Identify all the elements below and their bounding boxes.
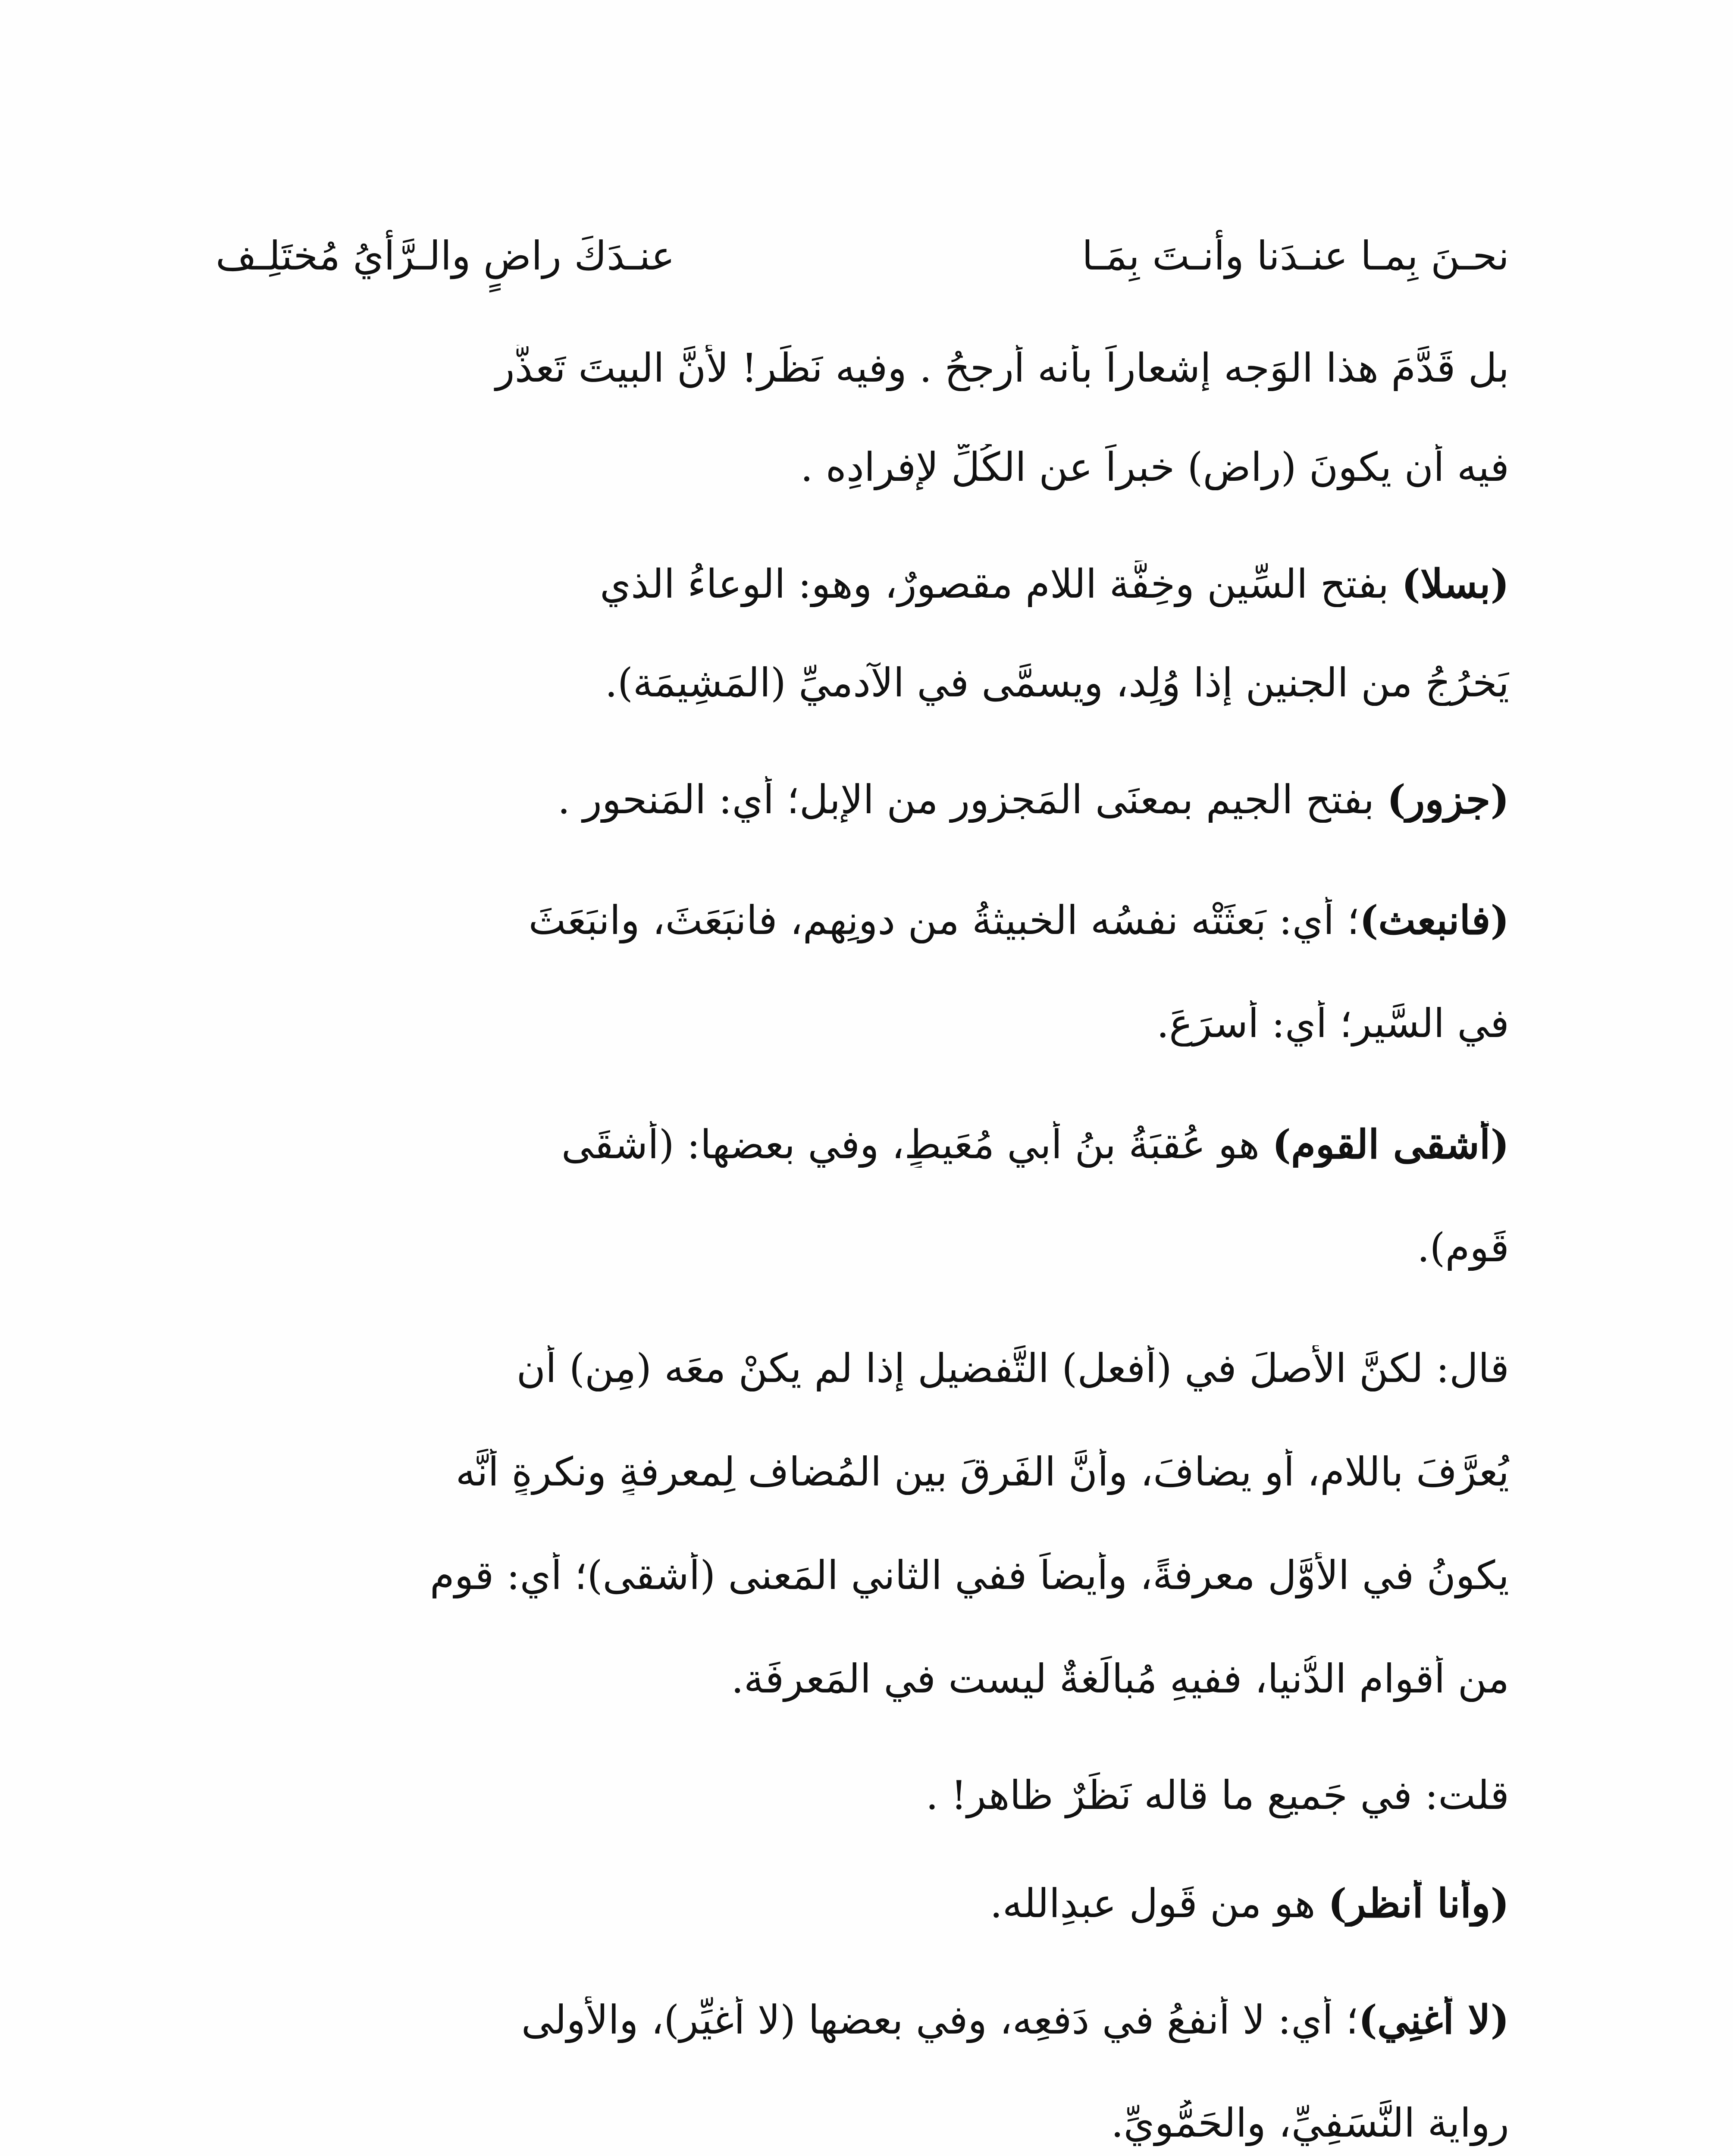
- term-heading: (جزور): [1387, 776, 1509, 823]
- paragraph-line: يُعرَّفَ باللام، أو يضافَ، وأنَّ الفَرقَ بين المُضاف لِمعرفةٍ ونكرةٍ أنَّه: [455, 1449, 1509, 1495]
- paragraph-line: قَومٍ).: [1417, 1225, 1509, 1271]
- paragraph-line: [216, 561, 1509, 607]
- term-heading: (بسلا): [1401, 561, 1509, 607]
- poetry-verse: [216, 233, 1509, 319]
- paragraph-line: يكونُ في الأوَّل معرفةً، وأيضاً ففي الثاني المَعنى (أشقى)؛ أي: قوم: [429, 1552, 1509, 1598]
- paragraph-text: ؛ أي: لا أنفعُ في دَفعِه، وفي بعضها (لا أُغيِّر)، والأولى: [521, 1997, 1359, 2043]
- paragraph-line: في السَّير؛ أي: أسرَعَ.: [1156, 1000, 1509, 1047]
- paragraph-line: من أقوامِ الدُّنيا، ففيهِ مُبالَغةٌ ليست في المَعرِفَة.: [731, 1656, 1509, 1702]
- paragraph-line: فيه أن يكونَ (راضٍ) خبراً عن الكُلِّ لإفرادِه .: [800, 444, 1509, 490]
- paragraph-line: [216, 1996, 1509, 2043]
- paragraph-text: ؛ أي: بَعثَتْه نفسُه الخبيثةُ من دونِهم، فانبَعَثَ، وانبَعَثَ: [528, 897, 1360, 943]
- paragraph-line: يَخرُجُ من الجنينِ إذا وُلِد، ويسمَّى في الآدميِّ (المَشِيمَة).: [605, 660, 1509, 706]
- paragraph-line: بل قَدَّمَ هذا الوَجه إشعاراً بأنه أرجحُ . وفيه نَظَر! لأنَّ البيتَ تَعذَّر: [495, 345, 1509, 391]
- paragraph-line: [216, 776, 1509, 823]
- term-heading: (وأنا أنظر): [1328, 1880, 1509, 1927]
- paragraph-text: بفتح الجيم بمعنَى المَجزور من الإبل؛ أي: المَنحورِ .: [558, 777, 1387, 823]
- term-heading: (لا أُغنِي): [1358, 1996, 1509, 2043]
- paragraph-text: هو من قَول عبدِالله.: [990, 1880, 1328, 1927]
- term-heading: (فانبعث): [1359, 897, 1509, 943]
- paragraph-line: [216, 1121, 1509, 1168]
- paragraph-line: [216, 897, 1509, 943]
- term-heading: (أشقى القوم): [1272, 1121, 1509, 1168]
- paragraph-line: [216, 1880, 1509, 1927]
- paragraph-text: بفتح السِّين وخِفَّة اللام مقصورٌ، وهو: الوِعاءُ الذي: [600, 561, 1402, 607]
- paragraph-line: قلت: في جَميعِ ما قاله نَظَرٌ ظاهر! .: [925, 1772, 1509, 1818]
- verse-hemistich-first: نحـنَ بِمـا عنـدَنا وأنـتَ بِمَـا: [1082, 233, 1509, 279]
- verse-hemistich-second: عنـدَكَ راضٍ والـرَّأيُ مُختَلِـف: [216, 233, 675, 279]
- paragraph-text: هو عُقبَةُ بنُ أبي مُعَيطٍ، وفي بعضها: (أشقَى: [561, 1122, 1272, 1168]
- paragraph-line: رواية النَّسَفِيِّ، والحَمُّوِيِّ.: [1111, 2100, 1509, 2146]
- paragraph-line: قال: لكنَّ الأصلَ في (أفعل) التَّفضيل إذا لم يكنْ معَه (مِن) أن: [516, 1345, 1509, 1391]
